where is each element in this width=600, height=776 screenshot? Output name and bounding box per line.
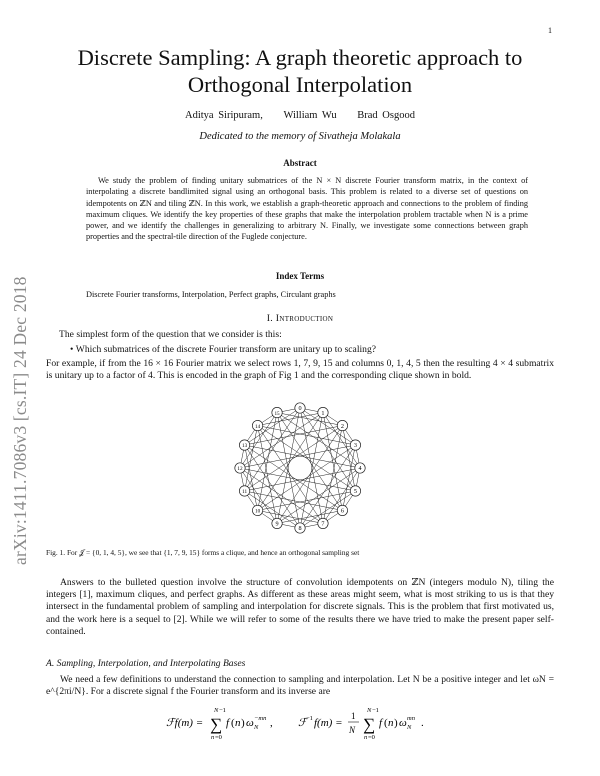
node-label: 9 bbox=[275, 520, 279, 528]
graph-node-0 bbox=[295, 403, 305, 413]
title-line-1: Discrete Sampling: A graph theoretic approach to bbox=[77, 45, 523, 70]
graph-node-15 bbox=[272, 407, 282, 417]
graph-node-8 bbox=[295, 523, 305, 533]
graph-node-13 bbox=[239, 440, 249, 450]
svg-text:n: n bbox=[364, 734, 368, 741]
node-label: 6 bbox=[340, 507, 344, 515]
node-label: 1 bbox=[321, 409, 325, 417]
svg-text:ω: ω bbox=[399, 717, 407, 729]
svg-text:∑: ∑ bbox=[363, 715, 376, 734]
node-label: 13 bbox=[241, 443, 248, 450]
arxiv-stamp: arXiv:1411.7086v3 [cs.IT] 24 Dec 2018 bbox=[10, 276, 30, 565]
intro-paragraph-3: Answers to the bulleted question involve the structure of convolution idempotents on ℤN (integers modulo N), tiling the integers [1], maximum cliques, and perfect graphs. As different as these areas might seem, what is most striking to us is that they intersect in the fundamental problem of sampling and interpolation for discrete signals. This is the problem that first motivated us, and the work here is a sequel to [2]. While we will refer to some of the results there we have tried to make the present paper self-contained. bbox=[46, 577, 554, 637]
subsection-paragraph: We need a few definitions to understand the connection to sampling and interpolation. Let N be a positive integer and let ωN = e^{2πi/N}. For a discrete signal f the Fourier transform and its inverse are bbox=[46, 674, 554, 698]
graph-node-9 bbox=[272, 518, 282, 528]
graph-node-14 bbox=[252, 420, 262, 430]
svg-text:N: N bbox=[254, 724, 259, 731]
formula-render bbox=[40, 704, 560, 744]
svg-text:ℱf(m) =: ℱf(m) = bbox=[166, 717, 204, 729]
abstract-heading: Abstract bbox=[283, 158, 317, 168]
graph-node-10 bbox=[252, 505, 262, 515]
authors bbox=[40, 110, 560, 121]
svg-text:,: , bbox=[270, 717, 273, 729]
svg-text:N: N bbox=[214, 707, 219, 714]
svg-text:f(m) =: f(m) = bbox=[314, 717, 343, 729]
intro-bullet bbox=[70, 344, 550, 355]
figure-caption: Fig. 1. For 𝒥 = {0, 1, 4, 5}, we see that {1, 7, 9, 15} forms a clique, and hence an orthogonal sampling set bbox=[46, 548, 360, 557]
graph-node-4 bbox=[355, 463, 365, 473]
author-1: Aditya Siripuram, bbox=[185, 110, 263, 121]
node-label: 14 bbox=[254, 423, 261, 430]
svg-text:−1: −1 bbox=[219, 707, 226, 714]
svg-text:ℱ: ℱ bbox=[298, 717, 307, 729]
svg-text:−1: −1 bbox=[306, 715, 313, 722]
graph-node-12 bbox=[235, 463, 245, 473]
graph-node-7 bbox=[318, 518, 328, 528]
intro-bullet-text: Which submatrices of the discrete Fourier transform are unitary up to scaling? bbox=[75, 344, 377, 355]
title-line-2: Orthogonal Interpolation bbox=[187, 72, 413, 97]
graph-node-6 bbox=[337, 505, 347, 515]
node-label: 11 bbox=[242, 489, 248, 496]
subsection-heading: A. Sampling, Interpolation, and Interpolating Bases bbox=[46, 658, 246, 669]
author-2: William Wu bbox=[283, 110, 337, 121]
svg-text:n: n bbox=[235, 717, 241, 729]
node-label: 10 bbox=[254, 508, 261, 515]
abstract-text: We study the problem of finding unitary submatrices of the N × N discrete Fourier transform matrix, in the context of interpolating a discrete bandlimited signal using an orthogonal basis. This problem is related to a diverse set of questions on idempotents on ℤN and tiling ℤN. In this work, we establish a graph-theoretic approach and connections to the problem of finding maximum cliques. We identify the key properties of these graphs that make the interpolation problem tractable when N is a prime power, and we identify the challenges in generalizing to arbitrary N. Finally, we investigate some connections between graph properties and the spectral-tile direction of the Fuglede conjecture. bbox=[86, 176, 528, 242]
svg-text:): ) bbox=[241, 717, 245, 729]
intro-paragraph-2: For example, if from the 16 × 16 Fourier matrix we select rows 1, 7, 9, 15 and columns 0, 1, 4, 5 then the resulting 4 × 4 submatrix is unitary up to a factor of 4. This is encoded in the graph of Fig 1 and the corresponding clique shown in bold. bbox=[46, 358, 554, 382]
clique-graph-figure bbox=[222, 398, 378, 542]
graph-node-11 bbox=[239, 486, 249, 496]
svg-text:=0: =0 bbox=[215, 734, 222, 741]
graph-node-3 bbox=[350, 440, 360, 450]
bullet-icon: • bbox=[70, 344, 76, 355]
svg-text:1: 1 bbox=[351, 711, 356, 721]
svg-text:=0: =0 bbox=[368, 734, 375, 741]
node-label: 15 bbox=[274, 410, 280, 417]
index-terms-heading: Index Terms bbox=[275, 271, 325, 281]
svg-text:.: . bbox=[421, 717, 424, 729]
node-label: 8 bbox=[298, 525, 302, 533]
section-heading-introduction: I. Introduction bbox=[266, 313, 334, 324]
svg-text:−mn: −mn bbox=[254, 715, 267, 722]
svg-text:n: n bbox=[211, 734, 215, 741]
intro-paragraph-1: The simplest form of the question that we consider is this: bbox=[59, 329, 282, 340]
node-label: 4 bbox=[358, 465, 362, 473]
svg-text:−1: −1 bbox=[372, 707, 379, 714]
svg-text:N: N bbox=[367, 707, 372, 714]
svg-text:n: n bbox=[388, 717, 394, 729]
svg-text:f: f bbox=[379, 717, 383, 729]
svg-text:(: ( bbox=[384, 717, 388, 729]
fourier-formula bbox=[40, 704, 560, 749]
node-label: 2 bbox=[340, 422, 344, 430]
node-label: 12 bbox=[237, 466, 243, 473]
author-3: Brad Osgood bbox=[357, 110, 415, 121]
svg-text:ω: ω bbox=[246, 717, 254, 729]
node-label: 7 bbox=[321, 520, 325, 528]
svg-text:f: f bbox=[226, 717, 230, 729]
svg-text:N: N bbox=[349, 725, 356, 735]
svg-text:): ) bbox=[394, 717, 398, 729]
node-label: 5 bbox=[353, 488, 357, 496]
svg-text:(: ( bbox=[231, 717, 235, 729]
node-label: 3 bbox=[353, 442, 357, 450]
svg-text:mn: mn bbox=[407, 715, 415, 722]
graph-node-1 bbox=[318, 407, 328, 417]
graph-node-2 bbox=[337, 420, 347, 430]
svg-text:N: N bbox=[407, 724, 412, 731]
svg-text:∑: ∑ bbox=[210, 715, 223, 734]
paper-title bbox=[40, 44, 560, 98]
index-terms: Discrete Fourier transforms, Interpolation, Perfect graphs, Circulant graphs bbox=[86, 290, 336, 299]
graph-node-5 bbox=[350, 486, 360, 496]
node-label: 0 bbox=[298, 405, 302, 413]
dedication: Dedicated to the memory of Sivatheja Molakala bbox=[199, 131, 401, 142]
page-number: 1 bbox=[548, 26, 552, 35]
